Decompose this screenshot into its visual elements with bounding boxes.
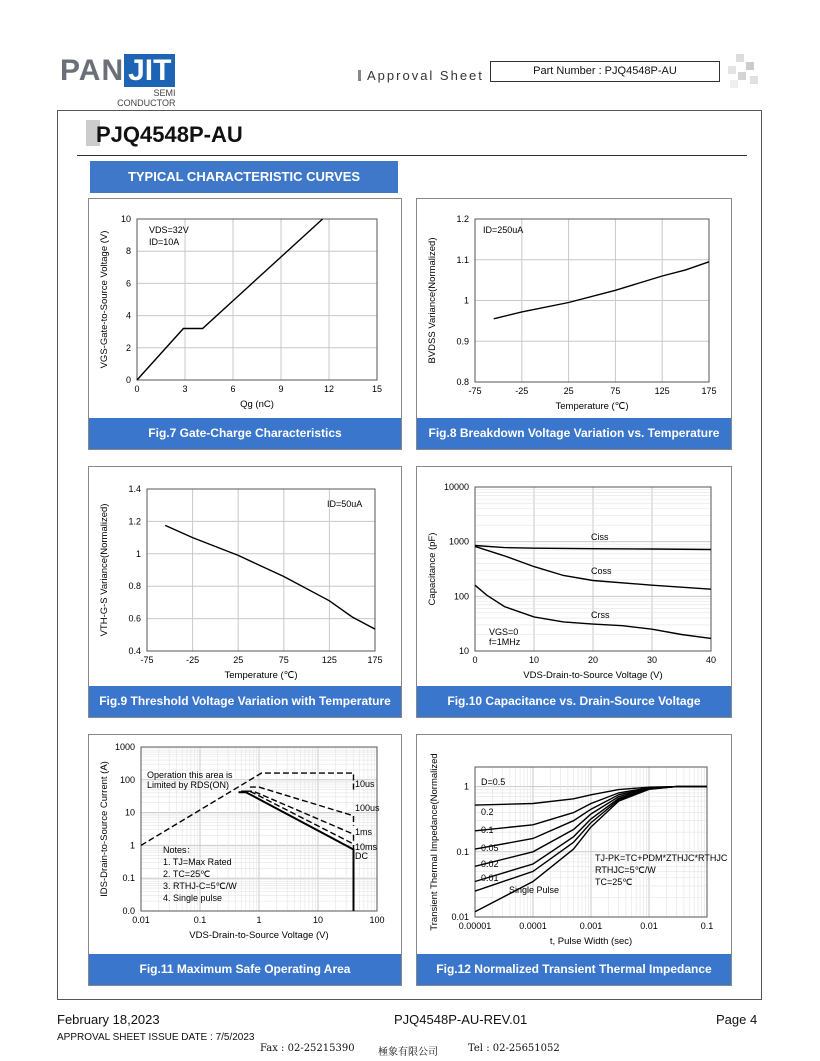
x-tick-label: 125 [654, 386, 670, 396]
fig7-chart [89, 199, 401, 419]
y-tick-label: 1 [463, 781, 469, 792]
fig10-caption: Fig.10 Capacitance vs. Drain-Source Voltage [417, 686, 731, 717]
y-tick-label: 10 [458, 646, 469, 656]
annotation-text: 2. TC=25℃ [163, 869, 211, 879]
section-title: TYPICAL CHARACTERISTIC CURVES [90, 161, 398, 193]
footer-company: 極象有限公司 [378, 1047, 438, 1058]
x-tick-label: 0 [472, 655, 478, 665]
series-label: 0.02 [481, 859, 499, 869]
series-label: D=0.5 [481, 777, 506, 787]
fig10-panel [416, 466, 732, 718]
corner-squares-icon [722, 52, 762, 92]
x-tick-label: -75 [468, 386, 482, 396]
annotation-text: Single Pulse [509, 885, 560, 895]
y-tick-label: 1.4 [128, 484, 141, 494]
annotation-text: Limited by RDS(ON) [147, 780, 230, 790]
y-axis-label: Transient Thermal Impedance(Normalized [429, 753, 440, 931]
x-tick-label: 0.00001 [458, 921, 492, 931]
fig9-caption: Fig.9 Threshold Voltage Variation with Temperature [89, 686, 401, 717]
y-tick-label: 0.4 [128, 646, 141, 656]
footer-fax: Fax : 02-25215390 [260, 1043, 355, 1054]
x-tick-label: -75 [140, 655, 154, 665]
x-tick-label: -25 [186, 655, 200, 665]
series-label: Ciss [591, 532, 609, 542]
fig12-chart [417, 735, 731, 955]
y-tick-label: 0.01 [451, 912, 469, 922]
fig9-panel [88, 466, 402, 718]
annotation-text: VDS=32V [149, 225, 189, 235]
series-label: 100us [355, 803, 380, 813]
x-tick-label: 9 [278, 384, 284, 394]
y-tick-label: 0.1 [456, 846, 469, 857]
logo-sub [60, 88, 175, 108]
series-label: DC [355, 851, 368, 861]
footer-tel: Tel : 02-25651052 [468, 1043, 560, 1054]
annotation-text: ID=50uA [327, 499, 363, 509]
footer-issue: APPROVAL SHEET ISSUE DATE : 7/5/2023 [57, 1032, 255, 1043]
fig11-chart [89, 735, 401, 955]
y-tick-label: 100 [119, 774, 135, 785]
logo-pan: PAN [60, 54, 125, 87]
x-tick-label: 75 [278, 655, 289, 665]
x-tick-label: 125 [321, 655, 337, 665]
footer-doc: PJQ4548P-AU-REV.01 [394, 1012, 528, 1027]
fig9-chart [89, 467, 401, 687]
x-tick-label: -25 [515, 386, 529, 396]
fig7-panel [88, 198, 402, 450]
x-tick-label: 0.1 [193, 915, 207, 925]
annotation-text: RTHJC=5℃/W [595, 865, 656, 875]
annotation-text: 4. Single pulse [163, 893, 223, 903]
y-tick-label: 0.1 [122, 873, 135, 884]
y-tick-label: 1 [135, 548, 141, 559]
y-tick-label: 8 [125, 246, 131, 257]
page-title: PJQ4548P-AU [96, 122, 243, 147]
y-tick-label: 1 [129, 840, 135, 851]
footer-page: Page 4 [716, 1012, 758, 1027]
fig8-panel [416, 198, 732, 450]
annotation-text: f=1MHz [489, 637, 521, 647]
annotation-text: TJ-PK=TC+PDM*ZTHJC*RTHJC [595, 853, 728, 863]
fig10-chart [417, 467, 731, 687]
logo-sub-semi: SEMI [153, 88, 176, 98]
y-axis-label: VTH-G-S Variance(Normalized) [99, 503, 110, 637]
x-axis-label: t, Pulse Width (sec) [549, 936, 633, 947]
y-axis-label: Capacitance (pF) [427, 532, 438, 606]
y-tick-label: 2 [125, 342, 131, 353]
x-tick-label: 40 [705, 655, 717, 665]
x-tick-label: 20 [587, 655, 599, 665]
logo [60, 54, 175, 108]
x-tick-label: 6 [230, 384, 236, 394]
x-tick-label: 0 [134, 384, 140, 394]
x-tick-label: 3 [182, 384, 188, 394]
y-tick-label: 1.2 [128, 516, 141, 527]
x-tick-label: 175 [367, 655, 383, 665]
y-tick-label: 0.0 [122, 906, 135, 916]
series-label: 10ms [355, 842, 378, 852]
x-tick-label: 25 [233, 655, 244, 665]
series-line-main [165, 525, 375, 629]
series-label: 1ms [355, 827, 373, 837]
logo-sub-conductor: CONDUCTOR [117, 98, 176, 108]
x-tick-label: 75 [610, 386, 621, 396]
annotation-text: VGS=0 [489, 627, 519, 637]
y-tick-label: 1.2 [456, 214, 469, 224]
annotation-text: 3. RTHJ-C=5℃/W [163, 881, 237, 891]
fig8-caption: Fig.8 Breakdown Voltage Variation vs. Temperature [417, 418, 731, 449]
y-tick-label: 100 [453, 591, 469, 602]
approval-text: Approval Sheet [367, 68, 484, 83]
approval-label [358, 68, 484, 83]
fig11-caption: Fig.11 Maximum Safe Operating Area [89, 954, 401, 985]
fig11-panel [88, 734, 402, 986]
y-tick-label: 0.9 [456, 336, 469, 347]
x-axis-label: Qg (nC) [240, 399, 274, 410]
x-axis-label: VDS-Drain-to-Source Voltage (V) [523, 670, 663, 681]
x-tick-label: 100 [369, 915, 385, 925]
series-label: Coss [591, 566, 612, 576]
y-axis-label: IDS-Drain-to-Source Current (A) [99, 761, 110, 897]
x-tick-label: 0.01 [132, 915, 150, 925]
annotation-text: Notes： [163, 845, 196, 855]
x-tick-label: 10 [312, 915, 324, 925]
x-axis-label: Temperature (℃) [224, 670, 298, 681]
annotation-text: 1. TJ=Max Rated [163, 857, 232, 867]
x-axis-label: VDS-Drain-to-Source Voltage (V) [189, 930, 329, 941]
footer-date: February 18,2023 [57, 1012, 160, 1027]
fig7-caption: Fig.7 Gate-Charge Characteristics [89, 418, 401, 449]
part-number-box: Part Number : PJQ4548P-AU [490, 61, 720, 82]
annotation-text: TC=25℃ [595, 877, 633, 887]
plot-frame [147, 489, 375, 651]
y-tick-label: 1 [463, 295, 469, 306]
series-label: 10us [355, 779, 375, 789]
y-tick-label: 10000 [443, 482, 469, 492]
fig12-caption: Fig.12 Normalized Transient Thermal Impedance [417, 954, 731, 985]
logo-jit: JIT [124, 54, 175, 87]
series-label: 0.1 [481, 825, 494, 835]
y-tick-label: 1.1 [456, 254, 469, 265]
x-tick-label: 15 [371, 384, 383, 394]
y-tick-label: 0.6 [128, 613, 141, 624]
y-tick-label: 6 [125, 278, 131, 289]
x-tick-label: 30 [646, 655, 658, 665]
y-tick-label: 1000 [448, 536, 469, 547]
x-tick-label: 1 [256, 915, 262, 925]
annotation-text: ID=10A [149, 237, 180, 247]
x-tick-label: 25 [563, 386, 574, 396]
series-line-main [494, 262, 709, 319]
x-tick-label: 10 [528, 655, 540, 665]
fig12-panel [416, 734, 732, 986]
y-tick-label: 0.8 [456, 377, 469, 387]
x-tick-label: 0.001 [579, 921, 603, 931]
x-tick-label: 12 [323, 384, 335, 394]
title-underline [77, 155, 747, 156]
y-tick-label: 4 [125, 310, 131, 321]
annotation-text: ID=250uA [483, 225, 524, 235]
y-axis-label: VGS-Gate-to-Source Voltage (V) [99, 230, 110, 369]
y-tick-label: 1000 [114, 742, 135, 752]
fig8-chart [417, 199, 731, 419]
y-tick-label: 0 [125, 375, 131, 385]
series-label: 0.01 [481, 873, 499, 883]
annotation-text: Operation this area is [147, 770, 233, 780]
y-tick-label: 10 [124, 807, 135, 818]
y-tick-label: 0.8 [128, 581, 141, 592]
x-tick-label: 0.0001 [519, 921, 547, 931]
x-tick-label: 0.1 [700, 921, 714, 931]
y-tick-label: 10 [120, 214, 131, 224]
x-axis-label: Temperature (℃) [555, 401, 629, 412]
y-axis-label: BVDSS Variance(Normalized) [427, 237, 438, 364]
series-label: Crss [591, 610, 610, 620]
series-label: 0.2 [481, 807, 494, 817]
x-tick-label: 175 [701, 386, 717, 396]
x-tick-label: 0.01 [640, 921, 658, 931]
series-label: 0.05 [481, 843, 499, 853]
